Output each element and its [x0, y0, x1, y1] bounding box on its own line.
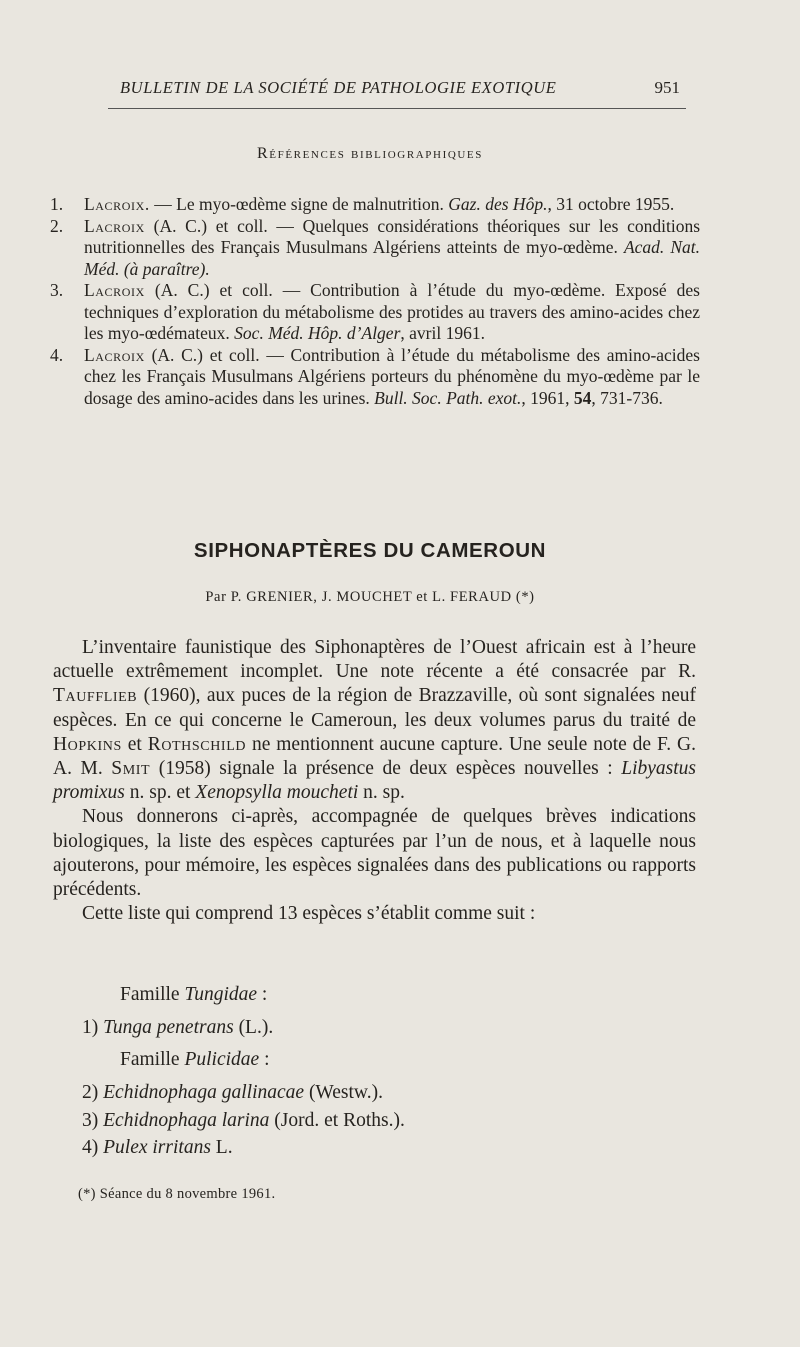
reference-number: 3. — [50, 280, 64, 300]
reference-text: — Le myo-œdème signe de malnutrition. — [149, 194, 449, 214]
species-author: (Jord. et Roths.). — [269, 1109, 405, 1131]
paragraph — [53, 636, 696, 805]
species-name: Tunga penetrans — [103, 1017, 234, 1039]
text-run: n. sp. — [358, 782, 405, 804]
species-entry — [82, 1081, 582, 1104]
reference-text: (A. C.) et coll. — Contribution à l’étude du myo-œdème. Exposé des techniques d’exploration du métabolisme des protides au travers des amino-acides chez les myo-œdémateux. — [84, 280, 700, 343]
species-author: (Westw.). — [304, 1082, 383, 1104]
family-label: Famille — [120, 984, 185, 1005]
author-name: Smit — [111, 758, 151, 780]
family-label: Famille — [120, 1048, 185, 1070]
species-entry — [82, 1016, 582, 1039]
journal-title: BULLETIN DE LA SOCIÉTÉ DE PATHOLOGIE EXOTIQUE — [120, 78, 557, 97]
paragraph: Cette liste qui comprend 13 espèces s’établit comme suit : — [82, 903, 536, 925]
text-run: et — [121, 733, 148, 755]
reference-author: Lacroix — [84, 215, 145, 236]
reference-number: 1. — [50, 194, 64, 214]
species-list — [82, 983, 582, 1163]
family-heading — [82, 983, 582, 1006]
reference-mid: , 1961, — [521, 387, 574, 408]
reference-list — [50, 194, 700, 409]
reference-tail: , 31 octobre 1955. — [547, 194, 675, 214]
author-name: Hopkins — [53, 733, 122, 755]
text-run: (1958) signale la présence de deux espèces nouvelles : — [150, 758, 622, 780]
reference-item — [50, 216, 700, 281]
reference-tail: , avril 1961. — [400, 323, 485, 343]
text-run: (1960), aux puces de la région de Brazzaville, où sont signalées neuf espèces. En ce qui concerne le Cameroun, les deux volumes parus du traité de — [53, 685, 696, 731]
reference-item — [50, 194, 700, 216]
reference-source: Acad. Nat. Méd. (à paraître). — [84, 237, 701, 279]
species-author: L. — [210, 1137, 233, 1159]
author-name: Rothschild — [147, 733, 247, 755]
family-name: Pulicidae — [184, 1048, 260, 1070]
reference-source: Bull. Soc. Path. exot. — [374, 387, 522, 408]
text-run: L’inventaire faunistique des Siphonaptères de l’Ouest africain est à l’heure actuelle extrêmement incomplet. Une note récente a été consacrée par R. — [53, 637, 696, 683]
species-number: 1) — [82, 1017, 99, 1039]
reference-author: Lacroix — [84, 344, 145, 365]
running-header — [108, 74, 686, 109]
species-name: Libyastus promixus — [53, 758, 696, 804]
reference-number: 4. — [50, 344, 64, 365]
reference-source: Gaz. des Hôp. — [448, 194, 548, 214]
species-entry — [82, 1109, 582, 1132]
reference-author: Lacroix — [84, 280, 145, 300]
species-number: 2) — [82, 1082, 99, 1104]
species-number: 3) — [82, 1109, 99, 1131]
family-colon: : — [257, 984, 268, 1005]
species-name: Pulex irritans — [103, 1137, 211, 1159]
species-entry — [82, 1136, 582, 1159]
references-heading: Références bibliographiques — [257, 145, 483, 162]
species-name: Echidnophaga larina — [103, 1109, 270, 1131]
text-run: n. sp. et — [124, 782, 196, 804]
species-name: Echidnophaga gallinacae — [103, 1082, 305, 1104]
reference-number: 2. — [50, 215, 64, 236]
reference-text: (A. C.) et coll. — Contribution à l’étude du métabolisme des amino-acides chez les Français Musulmans Algériens porteurs du phénomène du myo-œdème par le dosage des amino-acides dans les urines. — [84, 344, 700, 408]
reference-item — [50, 345, 700, 410]
reference-volume: 54 — [573, 387, 592, 408]
page-number: 951 — [654, 78, 680, 97]
article-body — [53, 636, 696, 926]
species-name: Xenopsylla moucheti — [195, 782, 359, 804]
article-title: SIPHONAPTÈRES DU CAMEROUN — [193, 539, 547, 562]
text-run: ne mentionnent aucune capture. Une seule note de F. G. A. M. — [53, 733, 696, 780]
species-number: 4) — [82, 1137, 99, 1159]
reference-tail: , 731-736. — [591, 387, 663, 408]
article-authors: Par P. GRENIER, J. MOUCHET et L. FERAUD (*) — [205, 589, 535, 605]
reference-text: (A. C.) et coll. — Quelques considérations théoriques sur les conditions nutritionnelles des Français Musulmans Algériens atteints de myo-œdème. — [84, 215, 700, 257]
species-author: (L.). — [233, 1017, 274, 1039]
footnote: (*) Séance du 8 novembre 1961. — [78, 1186, 276, 1202]
paragraph: Nous donnerons ci-après, accompagnée de quelques brèves indications biologiques, la liste des espèces capturées par l’un de nous, et à laquelle nous ajouterons, pour mémoire, les espèces signalées dans des publications ou rapports précédents. — [53, 806, 696, 901]
family-heading — [82, 1048, 582, 1071]
author-name: Taufflieb — [53, 685, 138, 707]
family-name: Tungidae — [184, 984, 258, 1005]
reference-author: Lacroix. — [84, 194, 150, 214]
reference-item — [50, 280, 700, 345]
family-colon: : — [259, 1048, 270, 1070]
reference-source: Soc. Méd. Hôp. d’Alger — [234, 323, 401, 343]
